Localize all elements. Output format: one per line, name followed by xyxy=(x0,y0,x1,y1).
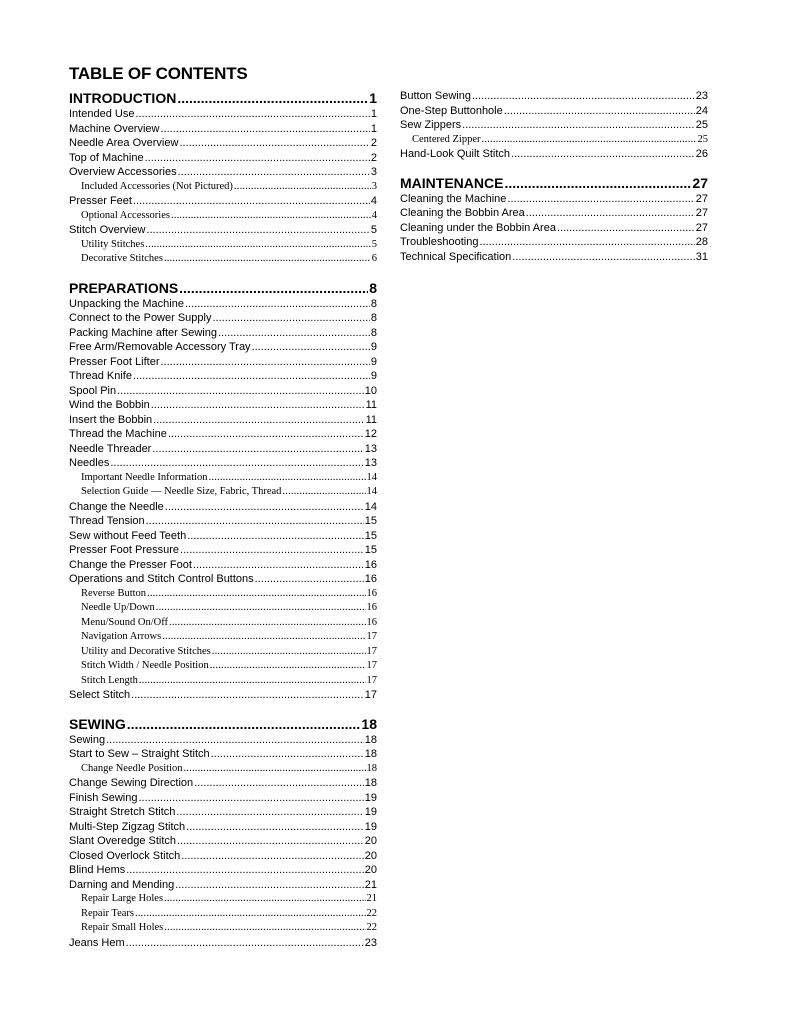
dot-leader xyxy=(165,500,364,515)
dot-leader xyxy=(209,471,366,486)
toc-entry-free-arm-removable-accessory-tray[interactable] xyxy=(69,340,377,355)
toc-subentry-needle-up-down[interactable] xyxy=(69,601,377,616)
toc-page-number: 11 xyxy=(365,413,377,426)
toc-page-number: 14 xyxy=(364,500,377,513)
section-heading-introduction[interactable] xyxy=(69,89,377,107)
toc-section xyxy=(69,279,377,703)
toc-page-number: 15 xyxy=(364,544,377,556)
toc-subentry-menu-sound-on-off[interactable] xyxy=(69,616,377,631)
toc-subentry-utility-and-decorative-stitches[interactable] xyxy=(69,645,377,660)
toc-page-number: 16 xyxy=(366,616,377,628)
toc-entry-title: Wind the Bobbin xyxy=(69,399,150,411)
dot-leader xyxy=(211,747,364,762)
dot-leader xyxy=(164,921,365,936)
dot-leader xyxy=(151,398,365,413)
toc-entry-title: Finish Sewing xyxy=(69,791,138,804)
toc-entry-title: Change the Needle xyxy=(69,500,164,513)
toc-page-number: 31 xyxy=(695,250,708,263)
dot-leader xyxy=(179,279,368,297)
toc-entry-title: Menu/Sound On/Off xyxy=(81,616,169,628)
toc-page-number: 12 xyxy=(364,428,377,440)
toc-entry-insert-the-bobbin[interactable] xyxy=(69,413,377,428)
toc-entry-title: INTRODUCTION xyxy=(69,90,177,106)
dot-leader xyxy=(135,107,369,122)
toc-page-number: 9 xyxy=(370,370,377,382)
toc-entry-title: One-Step Buttonhole xyxy=(400,104,503,117)
toc-entry-title: Unpacking the Machine xyxy=(69,297,184,310)
toc-page-number: 20 xyxy=(364,864,377,876)
toc-page-number: 5 xyxy=(371,238,377,250)
dot-leader xyxy=(210,659,366,674)
toc-page-number: 21 xyxy=(366,893,377,904)
toc-page-number: 2 xyxy=(370,151,377,164)
toc-page-number: 18 xyxy=(364,733,377,746)
toc-subentry-repair-large-holes[interactable] xyxy=(69,892,377,907)
toc-entry-title: Change Sewing Direction xyxy=(69,777,194,789)
dot-leader xyxy=(147,587,365,602)
toc-entry-title: Top of Machine xyxy=(69,151,144,164)
toc-entry-darning-and-mending[interactable] xyxy=(69,878,377,893)
toc-entry-technical-specification[interactable] xyxy=(400,250,708,265)
toc-page-number: 3 xyxy=(371,180,377,192)
dot-leader xyxy=(179,136,369,151)
toc-entry-title: Decorative Stitches xyxy=(81,253,163,264)
toc-entry-thread-knife[interactable] xyxy=(69,369,377,384)
dot-leader xyxy=(133,369,370,384)
toc-entry-title: Stitch Overview xyxy=(69,224,146,236)
toc-entry-unpacking-the-machine[interactable] xyxy=(69,297,377,312)
toc-entry-presser-foot-lifter[interactable] xyxy=(69,355,377,370)
toc-entry-title: Jeans Hem xyxy=(69,936,125,949)
toc-entry-title: Sew without Feed Teeth xyxy=(69,529,187,542)
toc-subentry-stitch-width-needle-position[interactable] xyxy=(69,659,377,674)
dot-leader xyxy=(168,427,364,442)
dot-leader xyxy=(110,456,363,471)
toc-page-number: 10 xyxy=(364,384,377,397)
toc-page-number: 24 xyxy=(695,104,708,117)
dot-leader xyxy=(511,147,695,162)
toc-entry-spool-pin[interactable] xyxy=(69,384,377,399)
dot-leader xyxy=(127,715,361,733)
dot-leader xyxy=(176,805,363,820)
toc-page-number: 8 xyxy=(369,279,377,296)
dot-leader xyxy=(156,601,366,616)
toc-page-number: 4 xyxy=(370,195,377,207)
toc-entry-title: Operations and Stitch Control Buttons xyxy=(69,573,254,585)
dot-leader xyxy=(185,297,370,312)
toc-page-number: 22 xyxy=(366,907,377,919)
dot-leader xyxy=(255,572,364,587)
toc-page-number: 9 xyxy=(370,355,377,368)
toc-entry-title: Cleaning the Bobbin Area xyxy=(400,207,525,219)
toc-page-number: 6 xyxy=(371,253,377,264)
toc-entry-title: Sewing xyxy=(69,733,106,746)
dot-leader xyxy=(479,235,694,250)
toc-entry-cleaning-under-the-bobbin-area[interactable] xyxy=(400,221,708,236)
toc-page-number: 18 xyxy=(364,777,377,789)
dot-leader xyxy=(234,180,371,195)
toc-subentry-navigation-arrows[interactable] xyxy=(69,630,377,645)
toc-entry-select-stitch[interactable] xyxy=(69,688,377,703)
toc-page-number: 4 xyxy=(371,209,377,221)
dot-leader xyxy=(133,194,370,209)
dot-leader xyxy=(194,776,364,791)
dot-leader xyxy=(131,688,364,703)
toc-entry-change-the-needle[interactable] xyxy=(69,500,377,515)
toc-subentry-change-needle-position[interactable] xyxy=(69,762,377,777)
toc-entry-title: Change the Presser Foot xyxy=(69,558,192,571)
toc-entry-title: Needle Up/Down xyxy=(81,602,155,613)
toc-entry-thread-the-machine[interactable] xyxy=(69,427,377,442)
toc-page-number: 16 xyxy=(364,573,377,585)
toc-entry-title: Utility Stitches xyxy=(81,238,145,250)
toc-page-number: 16 xyxy=(366,587,377,599)
toc-entry-blind-hems[interactable] xyxy=(69,863,377,878)
toc-page-number: 27 xyxy=(695,207,708,219)
dot-leader xyxy=(177,89,368,107)
toc-entry-title: Blind Hems xyxy=(69,864,126,876)
toc-entry-button-sewing[interactable] xyxy=(400,89,708,104)
dot-leader xyxy=(178,165,370,180)
toc-page-number: 21 xyxy=(364,878,377,891)
toc-page-number: 5 xyxy=(370,224,377,236)
toc-page-number: 18 xyxy=(364,748,377,760)
toc-subentry-repair-small-holes[interactable] xyxy=(69,921,377,936)
toc-page-number: 15 xyxy=(364,529,377,542)
toc-entry-needle-area-overview[interactable] xyxy=(69,136,377,151)
toc-page-number: 23 xyxy=(695,90,708,102)
toc-right-column xyxy=(400,89,708,264)
toc-entry-title: Optional Accessories xyxy=(81,209,170,221)
toc-page-number: 20 xyxy=(364,849,377,862)
toc-entry-sew-zippers[interactable] xyxy=(400,118,708,133)
toc-entry-change-sewing-direction[interactable] xyxy=(69,776,377,791)
toc-entry-finish-sewing[interactable] xyxy=(69,791,377,806)
toc-entry-operations-and-stitch-control-buttons[interactable] xyxy=(69,572,377,587)
toc-entry-title: Sew Zippers xyxy=(400,119,462,131)
dot-leader xyxy=(117,384,364,399)
dot-leader xyxy=(482,133,697,148)
toc-entry-title: Thread the Machine xyxy=(69,428,167,440)
dot-leader xyxy=(145,151,370,166)
toc-page-number: 28 xyxy=(695,236,708,248)
toc-page-number: 11 xyxy=(365,399,377,411)
toc-page-number: 15 xyxy=(364,515,377,527)
toc-entry-straight-stretch-stitch[interactable] xyxy=(69,805,377,820)
toc-entry-closed-overlock-stitch[interactable] xyxy=(69,849,377,864)
dot-leader xyxy=(106,733,364,748)
toc-subentry-centered-zipper[interactable] xyxy=(400,133,708,148)
toc-page-number: 19 xyxy=(364,791,377,804)
toc-entry-title: Connect to the Power Supply xyxy=(69,312,212,324)
dot-leader xyxy=(193,558,364,573)
dot-leader xyxy=(504,104,695,119)
dot-leader xyxy=(472,89,695,104)
toc-entry-title: Presser Foot Pressure xyxy=(69,544,180,556)
toc-entry-thread-tension[interactable] xyxy=(69,514,377,529)
toc-page-number: 20 xyxy=(364,835,377,847)
dot-leader xyxy=(171,209,371,224)
toc-subentry-included-accessories-not-pictured[interactable] xyxy=(69,180,377,195)
toc-entry-title: Needles xyxy=(69,457,110,469)
dot-leader xyxy=(218,326,370,341)
dot-leader xyxy=(126,863,364,878)
dot-leader xyxy=(146,514,364,529)
toc-subentry-stitch-length[interactable] xyxy=(69,674,377,689)
toc-entry-change-the-presser-foot[interactable] xyxy=(69,558,377,573)
dot-leader xyxy=(160,122,369,137)
toc-entry-title: Needle Threader xyxy=(69,442,152,455)
section-heading-maintenance[interactable] xyxy=(400,174,708,192)
toc-entry-title: SEWING xyxy=(69,715,126,732)
toc-entry-jeans-hem[interactable] xyxy=(69,936,377,951)
toc-section xyxy=(69,715,377,951)
dot-leader xyxy=(512,250,694,265)
toc-entry-title: Troubleshooting xyxy=(400,236,479,248)
dot-leader xyxy=(164,252,371,267)
toc-entry-troubleshooting[interactable] xyxy=(400,235,708,250)
toc-entry-wind-the-bobbin[interactable] xyxy=(69,398,377,413)
toc-page-number: 13 xyxy=(364,457,377,469)
toc-entry-title: Free Arm/Removable Accessory Tray xyxy=(69,341,251,353)
dot-leader xyxy=(252,340,370,355)
toc-entry-title: Packing Machine after Sewing xyxy=(69,326,217,339)
dot-leader xyxy=(507,192,694,207)
toc-entry-multi-step-zigzag-stitch[interactable] xyxy=(69,820,377,835)
toc-page-number: 18 xyxy=(366,762,377,774)
toc-entry-needle-threader[interactable] xyxy=(69,442,377,457)
toc-entry-start-to-sew-straight-stitch[interactable] xyxy=(69,747,377,762)
dot-leader xyxy=(186,820,364,835)
toc-entry-title: Needle Area Overview xyxy=(69,137,179,149)
toc-page-number: 26 xyxy=(695,148,708,160)
toc-section xyxy=(69,89,377,267)
toc-entry-title: PREPARATIONS xyxy=(69,279,179,296)
dot-leader xyxy=(557,221,695,236)
toc-page-number: 8 xyxy=(370,326,377,339)
toc-entry-title: Hand-Look Quilt Stitch xyxy=(400,148,511,160)
toc-entry-title: Included Accessories (Not Pictured) xyxy=(81,180,233,192)
toc-entry-title: Selection Guide — Needle Size, Fabric, Thread xyxy=(81,486,282,497)
toc-page-number: 9 xyxy=(370,341,377,353)
dot-leader xyxy=(212,311,369,326)
toc-page-number: 16 xyxy=(364,558,377,571)
toc-entry-title: Repair Tears xyxy=(81,907,135,919)
toc-page-number: 17 xyxy=(366,631,377,642)
toc-page-number: 3 xyxy=(370,166,377,178)
toc-entry-title: Cleaning under the Bobbin Area xyxy=(400,221,556,234)
dot-leader xyxy=(152,442,363,457)
dot-leader xyxy=(145,238,370,253)
toc-page-number: 19 xyxy=(364,820,377,833)
toc-entry-one-step-buttonhole[interactable] xyxy=(400,104,708,119)
dot-leader xyxy=(160,355,369,370)
dot-leader xyxy=(180,543,364,558)
toc-entry-title: Presser Feet xyxy=(69,195,132,207)
toc-page-number: 17 xyxy=(366,674,377,686)
toc-entry-slant-overedge-stitch[interactable] xyxy=(69,834,377,849)
toc-entry-title: Stitch Width / Needle Position xyxy=(81,660,209,671)
toc-entry-overview-accessories[interactable] xyxy=(69,165,377,180)
toc-entry-title: Change Needle Position xyxy=(81,762,183,774)
toc-page-number: 17 xyxy=(364,689,377,701)
toc-page-number: 1 xyxy=(370,122,377,135)
toc-entry-title: Important Needle Information xyxy=(81,471,208,483)
toc-subentry-important-needle-information[interactable] xyxy=(69,471,377,486)
toc-page-number: 19 xyxy=(364,806,377,818)
toc-page-number: 1 xyxy=(370,108,377,120)
toc-entry-title: Button Sewing xyxy=(400,90,471,102)
toc-subentry-selection-guide-needle-size-fabric-thread[interactable] xyxy=(69,485,377,500)
dot-leader xyxy=(164,892,365,907)
toc-subentry-utility-stitches[interactable] xyxy=(69,238,377,253)
toc-page-number: 25 xyxy=(695,119,708,131)
dot-leader xyxy=(162,630,365,645)
dot-leader xyxy=(126,936,364,951)
toc-page-number: 17 xyxy=(366,645,377,657)
toc-entry-connect-to-the-power-supply[interactable] xyxy=(69,311,377,326)
toc-entry-cleaning-the-machine[interactable] xyxy=(400,192,708,207)
toc-page-number: 16 xyxy=(366,602,377,613)
toc-entry-title: Intended Use xyxy=(69,108,135,120)
toc-page-number: 27 xyxy=(695,221,708,234)
toc-entry-top-of-machine[interactable] xyxy=(69,151,377,166)
toc-entry-title: Overview Accessories xyxy=(69,166,177,178)
toc-entry-stitch-overview[interactable] xyxy=(69,223,377,238)
toc-subentry-decorative-stitches[interactable] xyxy=(69,252,377,267)
toc-page-number: 22 xyxy=(366,922,377,933)
toc-entry-title: Select Stitch xyxy=(69,689,131,701)
toc-entry-title: Thread Knife xyxy=(69,370,132,382)
toc-entry-title: Repair Large Holes xyxy=(81,893,164,904)
toc-page-number: 8 xyxy=(370,312,377,324)
dot-leader xyxy=(282,485,365,500)
section-heading-sewing[interactable] xyxy=(69,715,377,733)
toc-entry-needles[interactable] xyxy=(69,456,377,471)
toc-entry-presser-foot-pressure[interactable] xyxy=(69,543,377,558)
toc-page-number: 27 xyxy=(692,174,708,191)
toc-entry-title: MAINTENANCE xyxy=(400,174,504,191)
toc-page-number: 27 xyxy=(695,192,708,205)
section-heading-preparations[interactable] xyxy=(69,279,377,297)
toc-entry-title: Technical Specification xyxy=(400,250,512,263)
dot-leader xyxy=(146,223,369,238)
toc-subentry-reverse-button[interactable] xyxy=(69,587,377,602)
dot-leader xyxy=(175,878,364,893)
toc-page-number: 25 xyxy=(697,133,708,145)
toc-entry-title: Thread Tension xyxy=(69,515,145,527)
toc-entry-title: Slant Overedge Stitch xyxy=(69,835,177,847)
toc-section xyxy=(400,174,708,265)
toc-section xyxy=(400,89,708,162)
dot-leader xyxy=(462,118,695,133)
toc-entry-presser-feet[interactable] xyxy=(69,194,377,209)
toc-entry-title: Navigation Arrows xyxy=(81,631,162,642)
dot-leader xyxy=(138,791,363,806)
toc-entry-title: Spool Pin xyxy=(69,384,117,397)
dot-leader xyxy=(139,674,366,689)
toc-page-number: 14 xyxy=(366,471,377,483)
toc-entry-title: Darning and Mending xyxy=(69,878,175,891)
toc-subentry-repair-tears[interactable] xyxy=(69,907,377,922)
toc-entry-packing-machine-after-sewing[interactable] xyxy=(69,326,377,341)
dot-leader xyxy=(135,907,365,922)
toc-entry-title: Stitch Length xyxy=(81,674,138,686)
toc-page-number: 23 xyxy=(364,936,377,949)
toc-entry-title: Repair Small Holes xyxy=(81,922,164,933)
toc-entry-title: Utility and Decorative Stitches xyxy=(81,645,211,657)
toc-entry-title: Centered Zipper xyxy=(412,133,481,145)
toc-entry-title: Presser Foot Lifter xyxy=(69,355,160,368)
toc-page-number: 8 xyxy=(370,297,377,310)
dot-leader xyxy=(177,834,364,849)
toc-entry-cleaning-the-bobbin-area[interactable] xyxy=(400,206,708,221)
toc-entry-title: Reverse Button xyxy=(81,587,147,599)
toc-entry-title: Straight Stretch Stitch xyxy=(69,806,176,818)
toc-subentry-optional-accessories[interactable] xyxy=(69,209,377,224)
toc-page-number: 13 xyxy=(364,442,377,455)
dot-leader xyxy=(183,762,365,777)
toc-entry-sewing[interactable] xyxy=(69,733,377,748)
toc-page-number: 17 xyxy=(366,660,377,671)
toc-page-number: 2 xyxy=(370,137,377,149)
toc-page-number: 18 xyxy=(361,715,377,732)
toc-entry-title: Cleaning the Machine xyxy=(400,192,507,205)
toc-entry-title: Closed Overlock Stitch xyxy=(69,849,181,862)
dot-leader xyxy=(526,206,695,221)
toc-entry-title: Multi-Step Zigzag Stitch xyxy=(69,820,186,833)
toc-page-number: 14 xyxy=(366,486,377,497)
toc-entry-title: Machine Overview xyxy=(69,122,160,135)
dot-leader xyxy=(187,529,364,544)
dot-leader xyxy=(153,413,364,428)
dot-leader xyxy=(181,849,363,864)
toc-entry-title: Start to Sew – Straight Stitch xyxy=(69,748,210,760)
toc-entry-title: Insert the Bobbin xyxy=(69,413,153,426)
dot-leader xyxy=(212,645,366,660)
toc-entry-sew-without-feed-teeth[interactable] xyxy=(69,529,377,544)
page-title: TABLE OF CONTENTS xyxy=(69,64,248,83)
toc-entry-intended-use[interactable] xyxy=(69,107,377,122)
toc-entry-hand-look-quilt-stitch[interactable] xyxy=(400,147,708,162)
toc-page-number: 1 xyxy=(369,90,377,106)
toc-left-column xyxy=(69,89,377,950)
dot-leader xyxy=(504,174,691,192)
toc-entry-machine-overview[interactable] xyxy=(69,122,377,137)
dot-leader xyxy=(169,616,365,631)
